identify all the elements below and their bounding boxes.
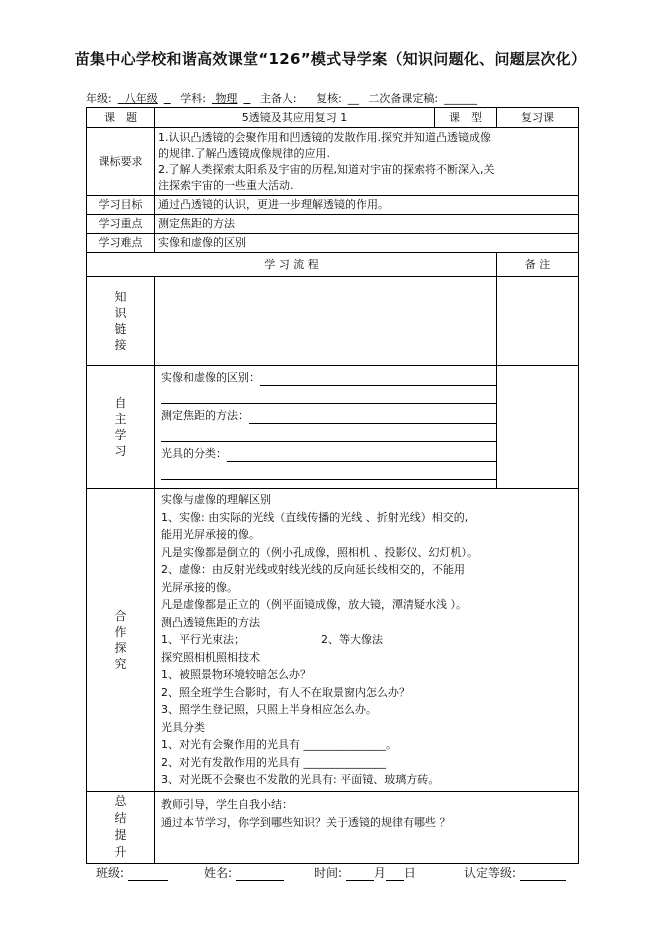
coop-line: 凡是虚像都是正立的（例平面镜成像，放大镜，潭清疑水浅 ）。 xyxy=(161,598,467,611)
standard-line: 的规律.了解凸透镜成像规律的应用. xyxy=(158,146,330,160)
knowledge-label xyxy=(87,277,155,366)
answer-blank[interactable] xyxy=(260,372,497,386)
cooperation-label xyxy=(87,489,155,792)
fill-text: 2、对光有发散作用的光具有 xyxy=(161,755,300,769)
difficulty-row xyxy=(87,234,579,253)
name-label: 姓名: xyxy=(204,866,233,880)
topic-row xyxy=(87,108,579,128)
coop-fill-2 xyxy=(161,754,572,772)
topic-value: 5透镜及其应用复习 1 xyxy=(155,108,435,128)
preparer-label: 主备人: xyxy=(259,92,297,105)
grade-label: 年级: xyxy=(86,92,112,105)
answer-blank[interactable] xyxy=(161,427,497,442)
topic-label: 课 题 xyxy=(87,108,155,128)
day-label: 日 xyxy=(403,866,416,880)
coop-line: 2、虚像：由反射光线或射线光线的反向延长线相交的，不能用 xyxy=(161,563,465,576)
coop-line: 1、实像: 由实际的光线（直线传播的光线 、折射光线）相交的, xyxy=(161,510,469,524)
time-field xyxy=(314,864,416,881)
self-question-1 xyxy=(161,370,490,386)
coop-line: 光具分类 xyxy=(161,720,205,734)
coop-line: 3、照学生登记照，只照上半身相应怎么办。 xyxy=(161,703,377,716)
summary-row xyxy=(87,791,579,863)
coop-line: 1、被照景物环境较暗怎么办？ xyxy=(161,668,311,681)
answer-blank[interactable] xyxy=(227,448,497,462)
summary-content xyxy=(155,791,579,863)
knowledge-char: 知 xyxy=(114,290,127,304)
coop-fill-1 xyxy=(161,736,572,754)
answer-blank[interactable] xyxy=(161,465,497,480)
notes-label: 备 注 xyxy=(497,253,579,277)
self-question-text: 实像和虚像的区别： xyxy=(161,371,260,384)
fill-text: 1、对光有会聚作用的光具有 xyxy=(161,738,300,751)
fill-end: 。 xyxy=(386,738,397,751)
class-blank[interactable] xyxy=(128,868,168,881)
coop-line: 能用光屏承接的像。 xyxy=(161,528,260,541)
difficulty-label: 学习难点 xyxy=(87,234,155,253)
summary-line: 通过本节学习，你学到哪些知识？关于透镜的规律有哪些 ？ xyxy=(161,815,451,829)
class-field xyxy=(96,864,168,881)
subject-value-text: 物理 xyxy=(215,92,238,105)
month-blank[interactable] xyxy=(346,868,374,881)
standard-line: 1.认识凸透镜的会聚作用和凹透镜的发散作用.探究并知道凸透镜成像 xyxy=(158,130,491,144)
summary-char: 总 xyxy=(114,794,127,808)
knowledge-char: 链 xyxy=(114,322,127,336)
key-row xyxy=(87,215,579,234)
grade-value xyxy=(118,92,171,105)
review-value: __ xyxy=(347,92,359,105)
summary-char: 结 xyxy=(114,811,127,825)
coop-char: 合 xyxy=(114,608,127,623)
self-char: 习 xyxy=(114,444,127,458)
level-label: 认定等级: xyxy=(464,866,517,880)
coop-line: 凡是实像都是倒立的（例小孔成像，照相机 、投影仪、幻灯机）。 xyxy=(161,545,478,559)
coop-line: 探究照相机照相技术 xyxy=(161,650,260,664)
self-question-text: 测定焦距的方法： xyxy=(161,409,249,422)
summary-char: 提 xyxy=(114,828,127,842)
subject-value xyxy=(212,92,251,105)
summary-line: 教师引导，学生自我小结： xyxy=(161,797,293,811)
key-value: 测定焦距的方法 xyxy=(155,215,579,234)
cooperation-content xyxy=(155,489,579,792)
type-value: 复习课 xyxy=(497,108,579,128)
self-study-notes xyxy=(497,366,579,489)
method-1: 1、平行光束法； xyxy=(161,633,245,646)
coop-line: 3、对光既不会聚也不发散的光具有: 平面镜、玻璃方砖。 xyxy=(161,773,440,786)
name-field xyxy=(204,864,284,881)
coop-char: 作 xyxy=(114,624,127,639)
standard-row xyxy=(87,128,579,196)
coop-methods xyxy=(161,631,572,649)
lesson-table xyxy=(86,107,579,864)
summary-char: 升 xyxy=(114,845,127,859)
self-study-row xyxy=(87,366,579,489)
standard-label: 课标要求 xyxy=(87,128,155,196)
self-study-content xyxy=(155,366,497,489)
level-field xyxy=(464,864,566,881)
process-header-row xyxy=(87,253,579,277)
subject-label: 学科: xyxy=(180,92,206,105)
goal-value: 通过凸透镜的认识，更进一步理解透镜的作用。 xyxy=(155,196,579,215)
process-label: 学 习 流 程 xyxy=(87,253,497,277)
class-label: 班级: xyxy=(96,866,125,880)
knowledge-content xyxy=(155,277,497,366)
self-char: 学 xyxy=(114,428,127,442)
day-blank[interactable] xyxy=(386,868,404,881)
standard-line: 2.了解人类探索太阳系及宇宙的历程,知道对宇宙的探索将不断深入,关 xyxy=(158,162,495,176)
level-blank[interactable] xyxy=(520,868,566,881)
method-2: 2、等大像法 xyxy=(321,633,383,646)
goal-row xyxy=(87,196,579,215)
cooperation-row xyxy=(87,489,579,792)
answer-blank[interactable] xyxy=(249,410,497,424)
grade-value-text: 八年级 xyxy=(124,92,158,105)
self-question-2 xyxy=(161,408,490,424)
self-question-3 xyxy=(161,446,490,462)
page-title: 苗集中心学校和谐高效课堂“126”模式导学案（知识问题化、问题层次化） xyxy=(74,50,587,68)
month-label: 月 xyxy=(373,866,386,880)
knowledge-char: 接 xyxy=(114,338,127,352)
coop-line: 测凸透镜焦距的方法 xyxy=(161,615,260,629)
summary-label xyxy=(87,791,155,863)
self-study-label xyxy=(87,366,155,489)
coop-line: 2、照全班学生合影时，有人不在取景窗内怎么办？ xyxy=(161,685,410,699)
second-value: ______ xyxy=(444,92,478,105)
knowledge-char: 识 xyxy=(114,306,127,320)
difficulty-value: 实像和虚像的区别 xyxy=(155,234,579,253)
answer-blank[interactable]: _______________ xyxy=(303,755,386,769)
self-question-text: 光具的分类： xyxy=(161,447,227,460)
self-char: 主 xyxy=(114,412,127,426)
second-label: 二次备课定稿: xyxy=(368,92,439,105)
coop-char: 究 xyxy=(114,656,127,671)
coop-char: 探 xyxy=(114,640,127,655)
self-char: 自 xyxy=(114,396,127,410)
knowledge-notes xyxy=(497,277,579,366)
coop-line: 光屏承接的像。 xyxy=(161,580,238,594)
header-meta xyxy=(86,90,586,106)
standard-content xyxy=(155,128,579,196)
answer-blank[interactable] xyxy=(161,389,497,404)
knowledge-row xyxy=(87,277,579,366)
name-blank[interactable] xyxy=(236,868,284,881)
coop-line: 实像与虚像的理解区别 xyxy=(161,493,271,506)
time-label: 时间: xyxy=(314,866,343,880)
goal-label: 学习目标 xyxy=(87,196,155,215)
key-label: 学习重点 xyxy=(87,215,155,234)
standard-line: 注探索宇宙的一些重大活动. xyxy=(158,178,294,192)
answer-blank[interactable]: _______________ xyxy=(303,738,386,751)
review-label: 复核: xyxy=(316,92,342,105)
type-label: 课 型 xyxy=(435,108,497,128)
